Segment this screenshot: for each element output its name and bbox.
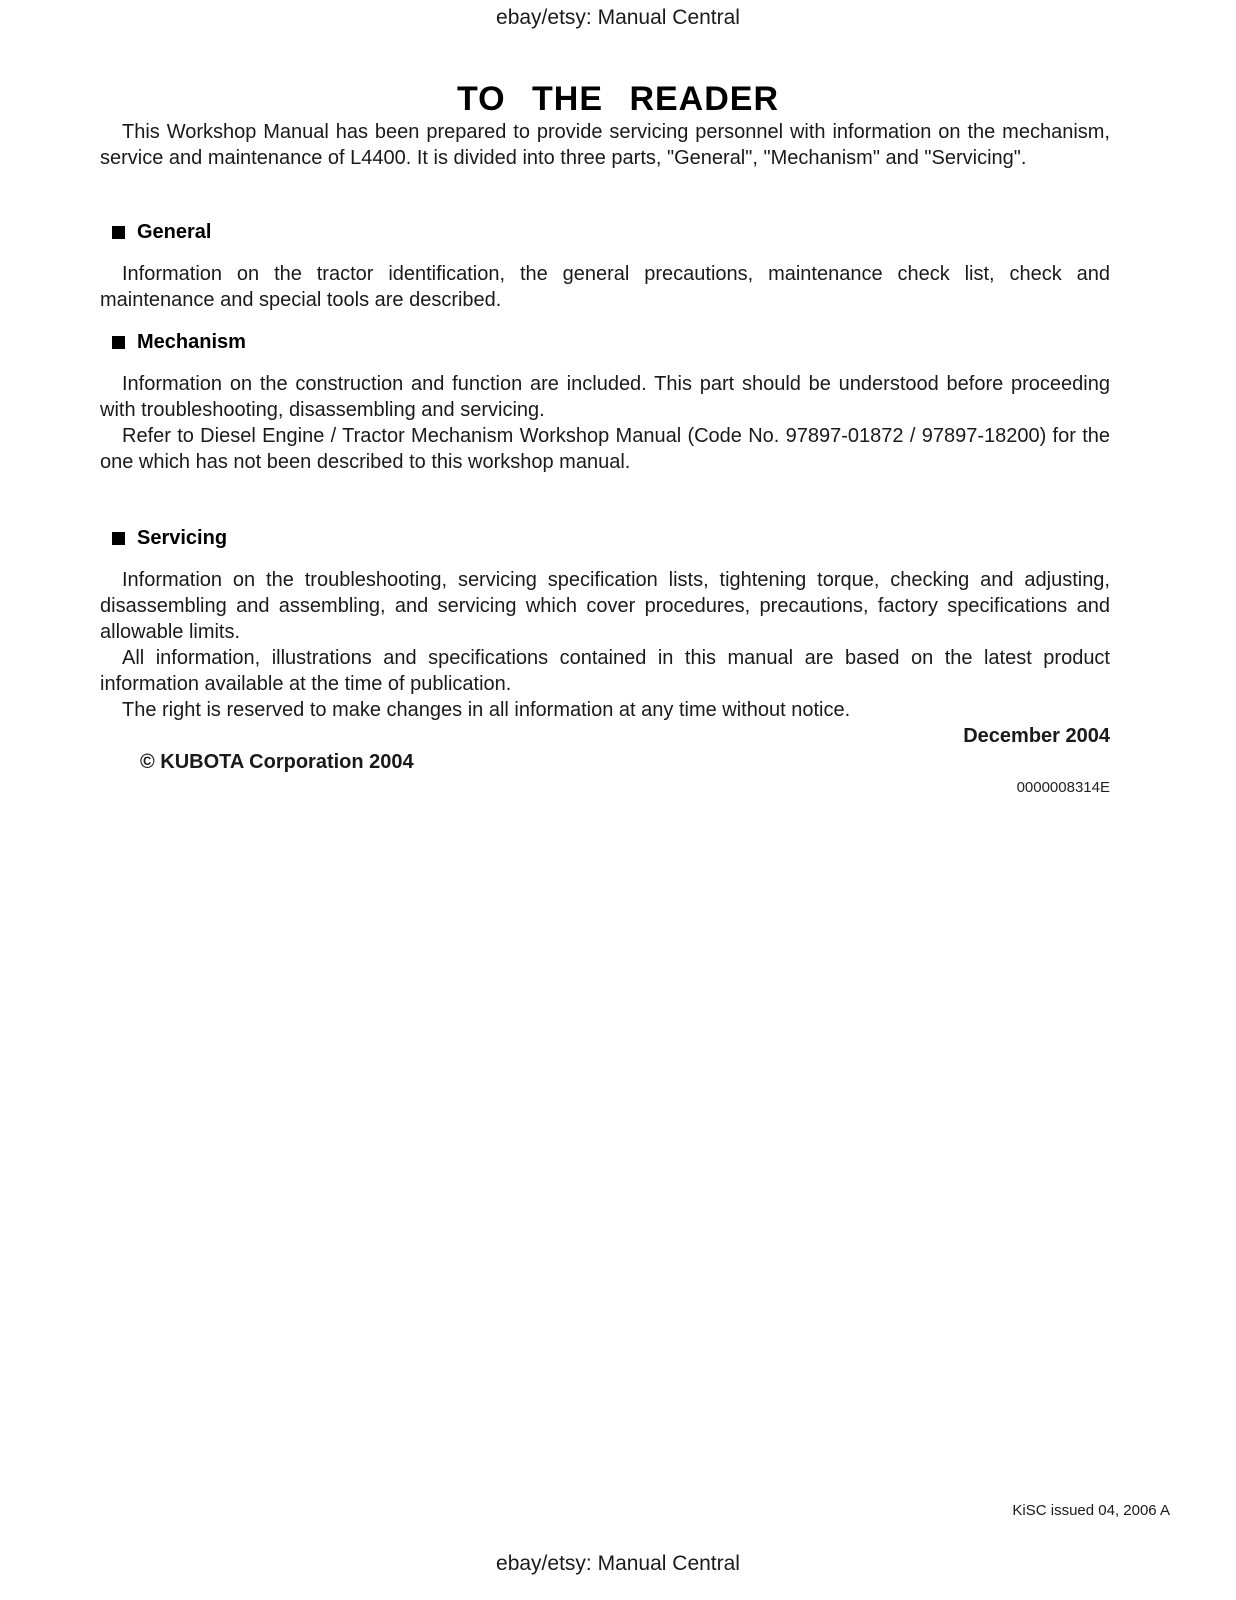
square-bullet-icon <box>112 226 125 239</box>
page-content <box>0 119 1236 801</box>
closing-paragraph: All information, illustrations and specifications contained in this manual are based on the latest product information available at the time of publication. <box>100 647 1110 695</box>
section-heading-label: General <box>137 221 212 243</box>
copyright-notice: © KUBOTA Corporation 2004 <box>140 751 414 773</box>
issue-note: KiSC issued 04, 2006 A <box>1012 1502 1170 1519</box>
section-heading-label: Servicing <box>137 527 228 549</box>
paragraph: Information on the troubleshooting, servicing specification lists, tightening torque, checking and adjusting, disassembling and assembling, and servicing which cover procedures, precautions, factory specifications and allowable limits. <box>100 569 1110 643</box>
footer-watermark: ebay/etsy: Manual Central <box>496 1552 740 1575</box>
page-title: TO THE READER <box>456 80 780 118</box>
header-watermark: ebay/etsy: Manual Central <box>496 6 740 29</box>
intro-paragraph: This Workshop Manual has been prepared to provide servicing personnel with information on the mechanism, service and maintenance of L4400. It is divided into three parts, "General", "Mechanism" and "Servicing". <box>100 121 1110 169</box>
square-bullet-icon <box>112 336 125 349</box>
paragraph: Information on the tractor identification, the general precautions, maintenance check list, check and maintenance and special tools are described. <box>100 263 1110 311</box>
section-heading-mechanism <box>100 329 1110 355</box>
publication-date: December 2004 <box>963 725 1110 747</box>
document-code: 0000008314E <box>1016 779 1110 796</box>
section-heading-servicing <box>100 525 1110 551</box>
paragraph: Refer to Diesel Engine / Tractor Mechanism Workshop Manual (Code No. 97897-01872 / 97897-18200) for the one which has not been described to this workshop manual. <box>100 425 1110 473</box>
closing-paragraph: The right is reserved to make changes in all information at any time without notice. <box>122 699 851 721</box>
section-heading-label: Mechanism <box>137 331 246 353</box>
section-heading-general <box>100 219 1110 245</box>
square-bullet-icon <box>112 532 125 545</box>
paragraph: Information on the construction and function are included. This part should be understood before proceeding with troubleshooting, disassembling and servicing. <box>100 373 1110 421</box>
